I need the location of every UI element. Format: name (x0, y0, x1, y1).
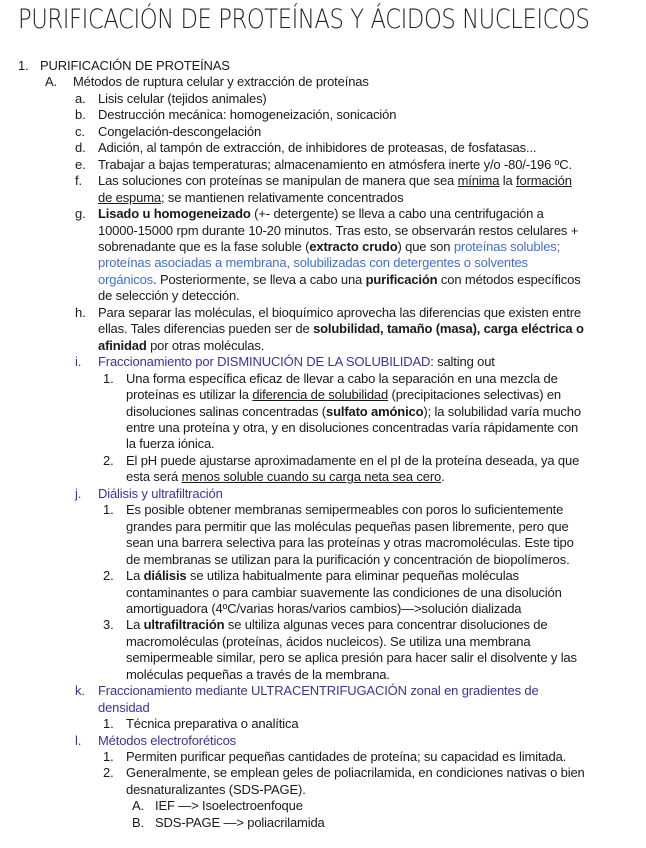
text-segment: semipermeable similar, pero se aplica presión para hacer salir el disolvente y las (126, 650, 577, 666)
text-line (155, 815, 646, 831)
underlined-text: diferencia de solubilidad (252, 387, 389, 403)
list-item (0, 798, 646, 814)
list-marker: j. (75, 485, 82, 501)
text-line (73, 74, 646, 90)
list-marker: h. (75, 304, 86, 320)
list-marker: d. (75, 140, 86, 156)
text-segment: Generalmente, se emplean geles de poliacrilamida, en condiciones nativas o bien (126, 765, 585, 781)
text-segment: desnaturalizantes (SDS-PAGE). (126, 781, 306, 797)
text-line (98, 354, 646, 370)
text-segment: Adición, al tampón de extracción, de inhibidores de proteasas, de fosfatasas... (98, 140, 537, 156)
text-line (126, 765, 646, 781)
text-segment: sobrenadante que es la fase soluble ( (98, 238, 310, 254)
text-segment: ); la solubilidad varía mucho (423, 403, 581, 419)
list-marker: A. (132, 798, 144, 814)
list-item (0, 206, 646, 305)
text-segment: ellas. Tales diferencias pueden ser de (98, 321, 314, 337)
list-marker: 1. (103, 370, 114, 386)
list-marker: e. (75, 156, 86, 172)
section-heading (0, 733, 646, 749)
text-line (98, 140, 646, 156)
text-segment: de selección y detección. (98, 288, 240, 304)
underlined-text: de espuma (98, 189, 161, 205)
text-line (126, 585, 646, 601)
bold-text: solubilidad, tamaño (masa), carga eléctrica o (313, 321, 584, 337)
text-line (98, 733, 646, 749)
text-segment: SDS-PAGE —> poliacrilamida (155, 814, 325, 830)
text-segment: la (499, 173, 517, 189)
text-line (98, 700, 646, 716)
list-marker: l. (75, 732, 82, 748)
text-segment: macromoléculas (proteínas, ácidos nucleicos). Se utiliza una membrana (126, 633, 531, 649)
highlighted-text: proteínas solubles; (453, 238, 561, 254)
text-segment: PURIFICACIÓN DE PROTEÍNAS (40, 58, 230, 73)
text-segment: Una forma específica eficaz de llevar a cabo la separación en una mezcla de (126, 370, 558, 386)
highlighted-text: Fraccionamiento por DISMINUCIÓN DE LA SOLUBILIDAD (98, 354, 431, 370)
text-line (98, 338, 646, 354)
highlighted-text: densidad (98, 699, 150, 715)
text-segment: grandes para permitir que las moléculas pequeñas pasen libremente, pero que (126, 518, 569, 534)
list-item (0, 502, 646, 568)
text-segment: (precipitaciones selectivas) en (388, 387, 562, 403)
text-segment: 10000-15000 rpm durante 10-20 minutos. Tras esto, se observarán restos celulares + (98, 222, 579, 238)
text-segment: se utiliza habitualmente para eliminar pequeñas moléculas (186, 568, 519, 584)
text-segment: Para separar las moléculas, el bioquímico aprovecha las diferencias que existen entre (98, 304, 581, 320)
bold-text: extracto crudo (309, 238, 398, 254)
underlined-text: mínima (457, 173, 500, 189)
text-line (98, 683, 646, 699)
text-segment: de membranas se utilizan para la purificación y concentración de biopolímeros. (126, 551, 570, 567)
text-line (126, 650, 646, 666)
text-segment: IEF —> Isoelectroenfoque (155, 798, 303, 814)
bold-text: sulfato amónico (325, 403, 424, 419)
list-item (0, 74, 646, 90)
text-segment: Métodos de ruptura celular y extracción de proteínas (73, 74, 369, 90)
underlined-text: menos soluble cuando su carga neta sea cero (181, 469, 442, 485)
text-line (98, 255, 646, 271)
list-item (0, 173, 646, 206)
highlighted-text: Fraccionamiento mediante ULTRACENTRIFUGACIÓN zonal en gradientes de (98, 683, 539, 699)
text-line (126, 782, 646, 798)
list-marker: 2. (103, 452, 114, 468)
bold-text: Lisado u homogeneizado (98, 206, 251, 222)
text-segment: entre una proteína y otra, y en disoluciones concentradas varía rápidamente con (126, 419, 579, 435)
text-segment: proteínas es utilizar la (126, 387, 253, 403)
list-item (0, 157, 646, 173)
list-item (0, 453, 646, 486)
text-segment: . (441, 469, 445, 485)
list-marker: 1. (103, 749, 114, 765)
list-item (0, 140, 646, 156)
text-segment: Destrucción mecánica: homogeneización, sonicación (98, 107, 397, 123)
text-segment: . Posteriormente, se lleva a cabo una (153, 271, 366, 287)
text-line (126, 469, 646, 485)
text-line (40, 58, 646, 74)
document-title: PURIFICACIÓN DE PROTEÍNAS Y ÁCIDOS NUCLEICOS (18, 4, 590, 35)
list-marker: k. (75, 683, 85, 699)
text-line (98, 206, 646, 222)
text-line (98, 223, 646, 239)
section-heading (0, 486, 646, 502)
text-segment: Es posible obtener membranas semipermeables con poros lo suficientemente (126, 502, 564, 518)
text-segment: La (126, 617, 144, 633)
text-segment: esta será (126, 469, 182, 485)
text-segment: se ultiliza algunas veces para concentrar disoluciones de (224, 617, 548, 633)
text-segment: El pH puede ajustarse aproximadamente en el pI de la proteína deseada, ya que (126, 452, 580, 468)
highlighted-text: Diálisis y ultrafiltración (98, 485, 223, 501)
list-marker: A. (45, 74, 57, 90)
text-line (126, 552, 646, 568)
text-segment: ) que son (397, 238, 454, 254)
text-segment: Congelación-descongelación (98, 123, 262, 139)
section-heading (0, 354, 646, 370)
list-item (0, 749, 646, 765)
text-line (126, 601, 646, 617)
text-line (155, 798, 646, 814)
list-item (0, 568, 646, 617)
list-marker: B. (132, 814, 144, 830)
text-segment: por otras moléculas. (146, 337, 265, 353)
list-item (0, 716, 646, 732)
text-line (98, 321, 646, 337)
text-line (98, 157, 646, 173)
text-line (98, 173, 646, 189)
text-line (126, 634, 646, 650)
list-item (0, 815, 646, 831)
highlighted-text: orgánicos (98, 271, 154, 287)
text-segment: con métodos específicos (437, 271, 581, 287)
text-segment: Permiten purificar pequeñas cantidades de proteína; su capacidad es limitada. (126, 749, 567, 765)
bold-text: ultrafiltración (143, 617, 225, 633)
text-segment: contaminantes o para cambiar suavemente las condiciones de una disolución (126, 584, 562, 600)
text-line (98, 288, 646, 304)
list-item (0, 305, 646, 354)
text-line (126, 519, 646, 535)
list-marker: i. (75, 354, 82, 370)
list-item (0, 617, 646, 683)
list-marker: b. (75, 107, 86, 123)
text-segment: amortiguadora (4ºC/varias horas/varios cambios)—>solución dializada (126, 600, 522, 616)
bold-text: afinidad (98, 337, 147, 353)
list-marker: a. (75, 90, 86, 106)
text-line (98, 486, 646, 502)
list-marker: 1. (103, 502, 114, 518)
text-segment: la fuerza iónica. (126, 436, 215, 452)
text-line (98, 107, 646, 123)
text-segment: Las soluciones con proteínas se manipulan de manera que sea (98, 173, 458, 189)
list-item (0, 371, 646, 453)
bold-text: purificación (365, 271, 438, 287)
text-line (126, 502, 646, 518)
list-marker: 1. (103, 716, 114, 732)
text-line (126, 667, 646, 683)
text-segment: (+- detergente) se lleva a cabo una centrifugación a (250, 206, 544, 222)
text-line (126, 436, 646, 452)
highlighted-text: proteínas asociadas a membrana, solubilizadas con detergentes o solventes (98, 255, 528, 271)
text-line (98, 239, 646, 255)
text-line (98, 91, 646, 107)
text-line (126, 387, 646, 403)
text-segment: : salting out (430, 354, 495, 370)
text-segment: Técnica preparativa o analítica (126, 716, 299, 732)
text-line (126, 420, 646, 436)
text-segment: ; se mantienen relativamente concentrados (160, 189, 404, 205)
list-marker: 3. (103, 617, 114, 633)
list-marker: f. (75, 173, 82, 189)
list-marker: 2. (103, 765, 114, 781)
text-line (98, 305, 646, 321)
list-item (0, 91, 646, 107)
text-line (126, 716, 646, 732)
text-line (126, 749, 646, 765)
text-segment: disoluciones salinas concentradas ( (126, 403, 326, 419)
document-body (0, 58, 646, 831)
list-item (0, 107, 646, 123)
section-heading (0, 683, 646, 716)
text-line (126, 404, 646, 420)
list-marker: 1. (18, 58, 29, 73)
list-item (0, 765, 646, 798)
text-segment: Lisis celular (tejidos animales) (98, 90, 267, 106)
list-item (0, 124, 646, 140)
text-line (98, 190, 646, 206)
text-segment: moléculas pequeñas a través de la membrana. (126, 666, 390, 682)
text-line (126, 617, 646, 633)
highlighted-text: Métodos electroforéticos (98, 732, 237, 748)
bold-text: diálisis (143, 568, 187, 584)
text-segment: La (126, 568, 144, 584)
underlined-text: formación (516, 173, 572, 189)
text-line (126, 371, 646, 387)
text-line (126, 535, 646, 551)
list-marker: g. (75, 206, 86, 222)
list-marker: c. (75, 123, 85, 139)
text-segment: Trabajar a bajas temperaturas; almacenamiento en atmósfera inerte y/o -80/-196 ºC. (98, 156, 572, 172)
text-line (126, 568, 646, 584)
text-line (126, 453, 646, 469)
text-line (98, 272, 646, 288)
list-marker: 2. (103, 568, 114, 584)
text-line (98, 124, 646, 140)
text-segment: sean una barrera selectiva para las proteínas y otras macromoléculas. Este tipo (126, 535, 574, 551)
list-item (0, 58, 646, 74)
